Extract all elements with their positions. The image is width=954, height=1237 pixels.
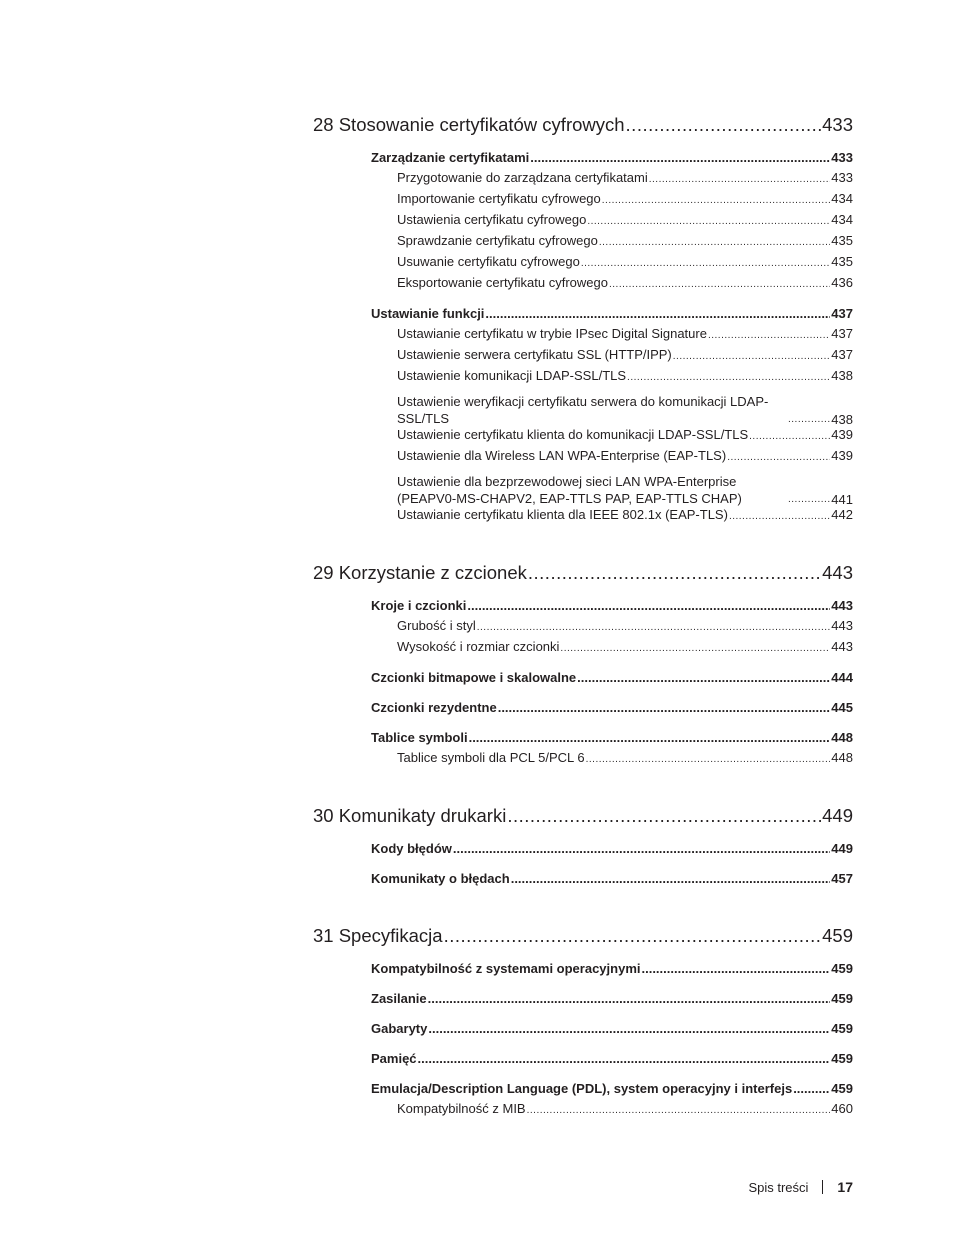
entry-title: Kody błędów — [371, 841, 452, 856]
dot-leader — [602, 195, 831, 206]
chapter-title: 29 Korzystanie z czcionek — [313, 562, 527, 583]
dot-leader — [788, 494, 830, 505]
dot-leader — [428, 1021, 830, 1036]
dot-leader — [727, 452, 830, 463]
entry-page-number: 459 — [831, 961, 853, 976]
dot-leader — [453, 841, 830, 856]
dot-leader — [649, 174, 831, 185]
entry-page-number: 434 — [831, 212, 853, 227]
dot-leader — [560, 643, 830, 654]
dot-leader — [641, 961, 830, 976]
footer-divider — [822, 1180, 823, 1194]
entry-title: Zasilanie — [371, 991, 427, 1006]
entry-title: Importowanie certyfikatu cyfrowego — [397, 191, 601, 206]
entry-page-number: 433 — [831, 150, 853, 165]
entry-title: Kompatybilność z MIB — [397, 1101, 526, 1116]
entry-title: Komunikaty o błędach — [371, 871, 510, 886]
toc-chapter-entry[interactable] — [313, 562, 853, 598]
entry-page-number: 439 — [831, 427, 853, 442]
entry-title: Ustawienie weryfikacji certyfikatu serwera do komunikacji LDAP-SSL/TLS — [397, 394, 769, 426]
entry-title: Przygotowanie do zarządzana certyfikatami — [397, 170, 648, 185]
toc-subsection-entry[interactable] — [397, 1101, 853, 1122]
toc-section-entry[interactable] — [371, 1081, 853, 1101]
chapter-page-number: 449 — [822, 805, 853, 826]
entry-title: Tablice symboli dla PCL 5/PCL 6 — [397, 750, 585, 765]
table-of-contents — [313, 114, 853, 1122]
entry-page-number: 437 — [831, 326, 853, 341]
entry-page-number: 435 — [831, 233, 853, 248]
toc-section-entry[interactable] — [371, 1021, 853, 1041]
entry-title: Kompatybilność z systemami operacyjnymi — [371, 961, 641, 976]
toc-subsection-entry[interactable] — [397, 275, 853, 296]
toc-subsection-entry[interactable] — [397, 212, 853, 233]
entry-page-number: 436 — [831, 275, 853, 290]
entry-page-number: 459 — [831, 1021, 853, 1036]
toc-section-entry[interactable] — [371, 150, 853, 170]
entry-title: Ustawienie komunikacji LDAP-SSL/TLS — [397, 368, 627, 383]
entry-title: Ustawianie funkcji — [371, 306, 485, 321]
entry-page-number: 459 — [831, 991, 853, 1006]
entry-page-number: 444 — [831, 670, 853, 685]
dot-leader — [729, 511, 830, 522]
entry-title: Ustawienie serwera certyfikatu SSL (HTTP/IPP) — [397, 347, 672, 362]
toc-section-entry[interactable] — [371, 700, 853, 720]
toc-subsection-entry[interactable] — [397, 233, 853, 254]
entry-title: Ustawienie dla bezprzewodowej sieci LAN WPA-Enterprise (PEAPV0-MS-CHAPV2, EAP-TTLS PAP, EAP-TTLS CHAP) — [397, 474, 742, 506]
dot-leader — [599, 237, 830, 248]
entry-title: Zarządzanie certyfikatami — [371, 150, 530, 165]
page-number: 17 — [837, 1179, 853, 1195]
entry-page-number: 448 — [831, 750, 853, 765]
dot-leader — [530, 150, 830, 165]
chapter-page-number: 443 — [822, 562, 853, 583]
dot-leader — [586, 754, 831, 765]
entry-page-number: 439 — [831, 448, 853, 463]
dot-leader — [428, 991, 831, 1006]
dot-leader — [507, 805, 821, 827]
entry-page-number: 433 — [831, 170, 853, 185]
toc-subsection-entry[interactable] — [397, 427, 853, 448]
toc-section-entry[interactable] — [371, 871, 853, 891]
entry-title: Grubość i styl — [397, 618, 476, 633]
entry-page-number: 438 — [831, 412, 853, 427]
entry-title: Czcionki bitmapowe i skalowalne — [371, 670, 577, 685]
toc-subsection-entry[interactable] — [397, 326, 853, 347]
dot-leader — [749, 431, 830, 442]
entry-page-number: 443 — [831, 639, 853, 654]
toc-chapter-entry[interactable] — [313, 805, 853, 841]
toc-section-entry[interactable] — [371, 841, 853, 861]
dot-leader — [577, 670, 830, 685]
toc-section-entry[interactable] — [371, 598, 853, 618]
entry-title: Sprawdzanie certyfikatu cyfrowego — [397, 233, 598, 248]
chapter-title: 30 Komunikaty drukarki — [313, 805, 507, 826]
toc-chapter-entry[interactable] — [313, 114, 853, 150]
dot-leader — [626, 114, 822, 136]
dot-leader — [673, 351, 831, 362]
entry-page-number: 441 — [831, 492, 853, 507]
toc-section-entry[interactable] — [371, 961, 853, 981]
dot-leader — [581, 258, 830, 269]
dot-leader — [467, 598, 830, 613]
dot-leader — [527, 1105, 831, 1116]
dot-leader — [528, 562, 821, 584]
toc-subsection-entry[interactable] — [397, 170, 853, 191]
entry-page-number: 459 — [831, 1051, 853, 1066]
entry-title: Kroje i czcionki — [371, 598, 467, 613]
dot-leader — [793, 1081, 830, 1096]
toc-subsection-entry[interactable] — [397, 448, 853, 469]
toc-subsection-entry[interactable] — [397, 368, 853, 389]
dot-leader — [627, 372, 830, 383]
entry-page-number: 445 — [831, 700, 853, 715]
toc-subsection-entry[interactable] — [397, 639, 853, 660]
entry-page-number: 457 — [831, 871, 853, 886]
toc-subsection-entry[interactable] — [397, 191, 853, 212]
entry-title: Pamięć — [371, 1051, 417, 1066]
footer-section-label: Spis treści — [748, 1179, 809, 1195]
entry-page-number: 438 — [831, 368, 853, 383]
entry-page-number: 443 — [831, 598, 853, 613]
chapter-title: 28 Stosowanie certyfikatów cyfrowych — [313, 114, 625, 135]
entry-page-number: 449 — [831, 841, 853, 856]
entry-page-number: 437 — [831, 306, 853, 321]
entry-page-number: 434 — [831, 191, 853, 206]
page-footer — [748, 1179, 853, 1195]
entry-title: Gabaryty — [371, 1021, 428, 1036]
dot-leader — [609, 279, 830, 290]
toc-section-entry[interactable] — [371, 730, 853, 750]
entry-title: Czcionki rezydentne — [371, 700, 497, 715]
entry-title: Ustawienie dla Wireless LAN WPA-Enterprise (EAP-TLS) — [397, 448, 727, 463]
toc-section-entry[interactable] — [371, 670, 853, 690]
chapter-page-number: 459 — [822, 925, 853, 946]
toc-section-entry[interactable] — [371, 991, 853, 1011]
entry-title: Tablice symboli — [371, 730, 468, 745]
dot-leader — [511, 871, 831, 886]
toc-chapter-entry[interactable] — [313, 925, 853, 961]
dot-leader — [788, 414, 830, 425]
toc-subsection-entry[interactable] — [397, 750, 853, 771]
entry-title: Emulacja/Description Language (PDL), system operacyjny i interfejs — [371, 1081, 793, 1096]
entry-title: Ustawianie certyfikatu w trybie IPsec Digital Signature — [397, 326, 707, 341]
entry-title: Wysokość i rozmiar czcionki — [397, 639, 560, 654]
entry-page-number: 437 — [831, 347, 853, 362]
entry-title: Eksportowanie certyfikatu cyfrowego — [397, 275, 608, 290]
entry-page-number: 460 — [831, 1101, 853, 1116]
toc-subsection-entry[interactable] — [397, 347, 853, 368]
chapter-page-number: 433 — [822, 114, 853, 135]
entry-title: Ustawienie certyfikatu klienta do komunikacji LDAP-SSL/TLS — [397, 427, 749, 442]
entry-page-number: 435 — [831, 254, 853, 269]
dot-leader — [477, 622, 831, 633]
toc-subsection-entry[interactable] — [397, 254, 853, 275]
entry-page-number: 442 — [831, 507, 853, 522]
entry-page-number: 448 — [831, 730, 853, 745]
dot-leader — [485, 306, 830, 321]
entry-title: Usuwanie certyfikatu cyfrowego — [397, 254, 580, 269]
dot-leader — [444, 925, 822, 947]
dot-leader — [498, 700, 831, 715]
entry-title: Ustawienia certyfikatu cyfrowego — [397, 212, 587, 227]
dot-leader — [469, 730, 831, 745]
dot-leader — [418, 1051, 831, 1066]
toc-subsection-entry[interactable] — [397, 507, 853, 528]
entry-page-number: 459 — [831, 1081, 853, 1096]
dot-leader — [587, 216, 830, 227]
chapter-title: 31 Specyfikacja — [313, 925, 443, 946]
entry-title: Ustawianie certyfikatu klienta dla IEEE 802.1x (EAP-TLS) — [397, 507, 728, 522]
toc-subsection-entry[interactable] — [397, 618, 853, 639]
toc-section-entry[interactable] — [371, 1051, 853, 1071]
toc-section-entry[interactable] — [371, 306, 853, 326]
toc-subsection-entry[interactable] — [397, 469, 853, 507]
toc-subsection-entry[interactable] — [397, 389, 853, 427]
entry-page-number: 443 — [831, 618, 853, 633]
dot-leader — [708, 330, 830, 341]
